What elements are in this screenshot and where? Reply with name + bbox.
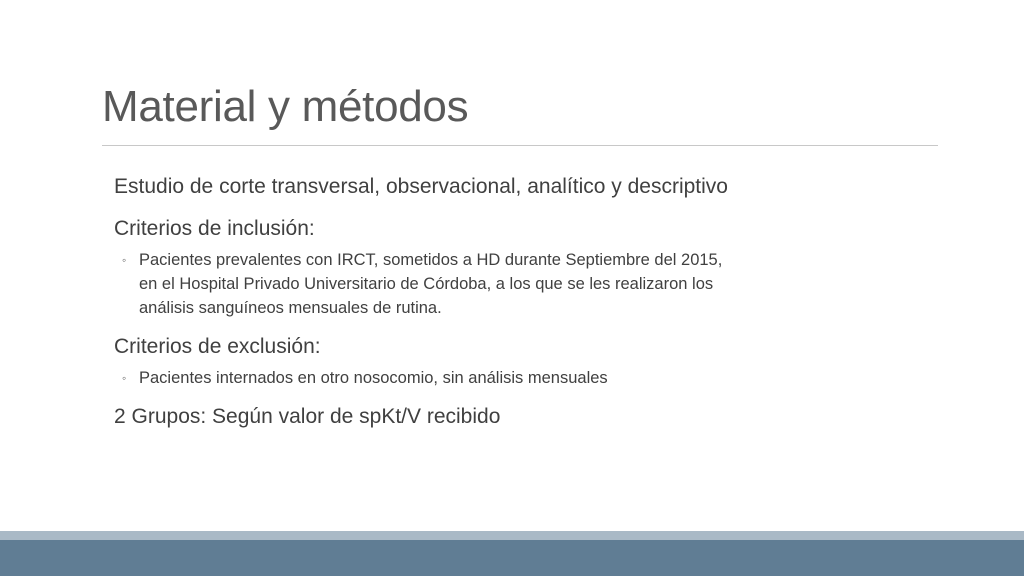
inclusion-sub-list bbox=[114, 248, 834, 320]
hollow-bullet-icon: ◦ bbox=[122, 253, 127, 267]
title-divider bbox=[102, 145, 938, 146]
bullet-groups: 2 Grupos: Según valor de spKt/V recibido bbox=[114, 405, 501, 428]
exclusion-sub-list bbox=[114, 366, 834, 390]
slide-title: Material y métodos bbox=[102, 82, 469, 131]
footer-accent-stripe bbox=[0, 531, 1024, 540]
bullet-study-design: Estudio de corte transversal, observacional, analítico y descriptivo bbox=[114, 175, 728, 198]
slide-content bbox=[114, 172, 834, 432]
bullet-inclusion-criteria: Criterios de inclusión: bbox=[114, 217, 315, 240]
sub-bullet-inclusion bbox=[122, 248, 834, 320]
bullet-exclusion-criteria: Criterios de exclusión: bbox=[114, 335, 321, 358]
sub-bullet-line: en el Hospital Privado Universitario de Córdoba, a los que se les realizaron los bbox=[139, 275, 714, 293]
sub-bullet-exclusion bbox=[122, 366, 834, 390]
footer-band bbox=[0, 540, 1024, 576]
sub-bullet-line: análisis sanguíneos mensuales de rutina. bbox=[139, 299, 442, 317]
sub-bullet-line: Pacientes prevalentes con IRCT, sometidos a HD durante Septiembre del 2015, bbox=[139, 251, 723, 269]
hollow-bullet-icon: ◦ bbox=[122, 371, 127, 385]
sub-bullet-line: Pacientes internados en otro nosocomio, sin análisis mensuales bbox=[139, 369, 608, 387]
